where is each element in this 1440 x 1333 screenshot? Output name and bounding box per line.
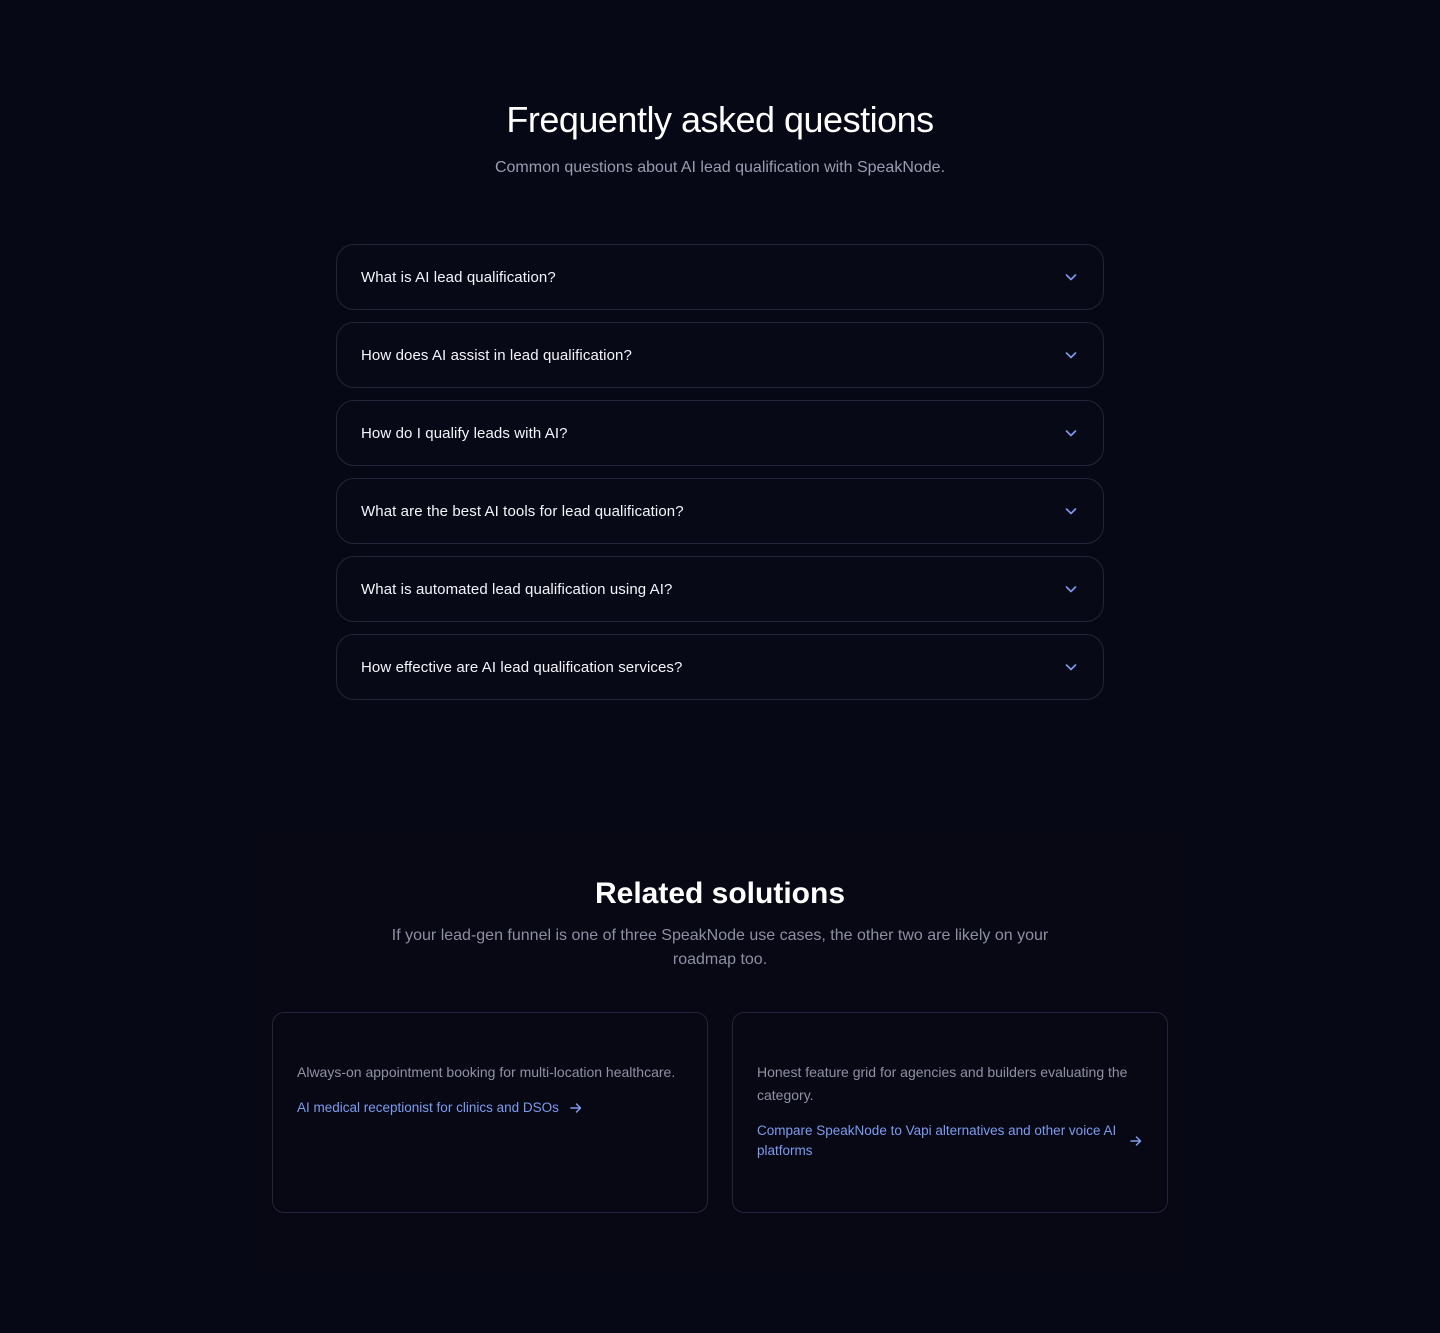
faq-item[interactable] [336,244,1104,310]
card-description: Always-on appointment booking for multi-location healthcare. [297,1064,676,1080]
faq-question: How does AI assist in lead qualification? [361,346,632,364]
faq-question: How do I qualify leads with AI? [361,424,568,442]
faq-question: What are the best AI tools for lead qualification? [361,502,684,520]
chevron-down-icon [1063,503,1079,519]
card-link-label: Compare SpeakNode to Vapi alternatives and other voice AI platforms [757,1123,1117,1158]
faq-item[interactable] [336,478,1104,544]
faq-list [336,244,1104,712]
faq-item[interactable] [336,400,1104,466]
faq-item[interactable] [336,322,1104,388]
faq-item[interactable] [336,556,1104,622]
chevron-down-icon [1063,347,1079,363]
chevron-down-icon [1063,659,1079,675]
chevron-down-icon [1063,425,1079,441]
arrow-right-icon [1129,1134,1143,1148]
related-subtitle: If your lead-gen funnel is one of three SpeakNode use cases, the other two are likely on your roadmap too. [391,927,1049,968]
arrow-right-icon [569,1101,583,1115]
related-title: Related solutions [594,877,846,910]
related-card-medical-receptionist [272,1012,708,1213]
chevron-down-icon [1063,269,1079,285]
faq-title: Frequently asked questions [506,99,934,140]
faq-question: What is AI lead qualification? [361,268,556,286]
card-link-label: AI medical receptionist for clinics and DSOs [297,1100,559,1115]
card-description: Honest feature grid for agencies and builders evaluating the category. [757,1064,1128,1103]
faq-subtitle: Common questions about AI lead qualification with SpeakNode. [494,159,946,176]
card-link-medical-receptionist[interactable] [297,1098,683,1118]
related-card-vapi-alternatives [732,1012,1168,1213]
faq-question: What is automated lead qualification using AI? [361,580,673,598]
card-link-vapi-alternatives[interactable] [757,1121,1143,1161]
faq-item[interactable] [336,634,1104,700]
faq-question: How effective are AI lead qualification services? [361,658,683,676]
chevron-down-icon [1063,581,1079,597]
